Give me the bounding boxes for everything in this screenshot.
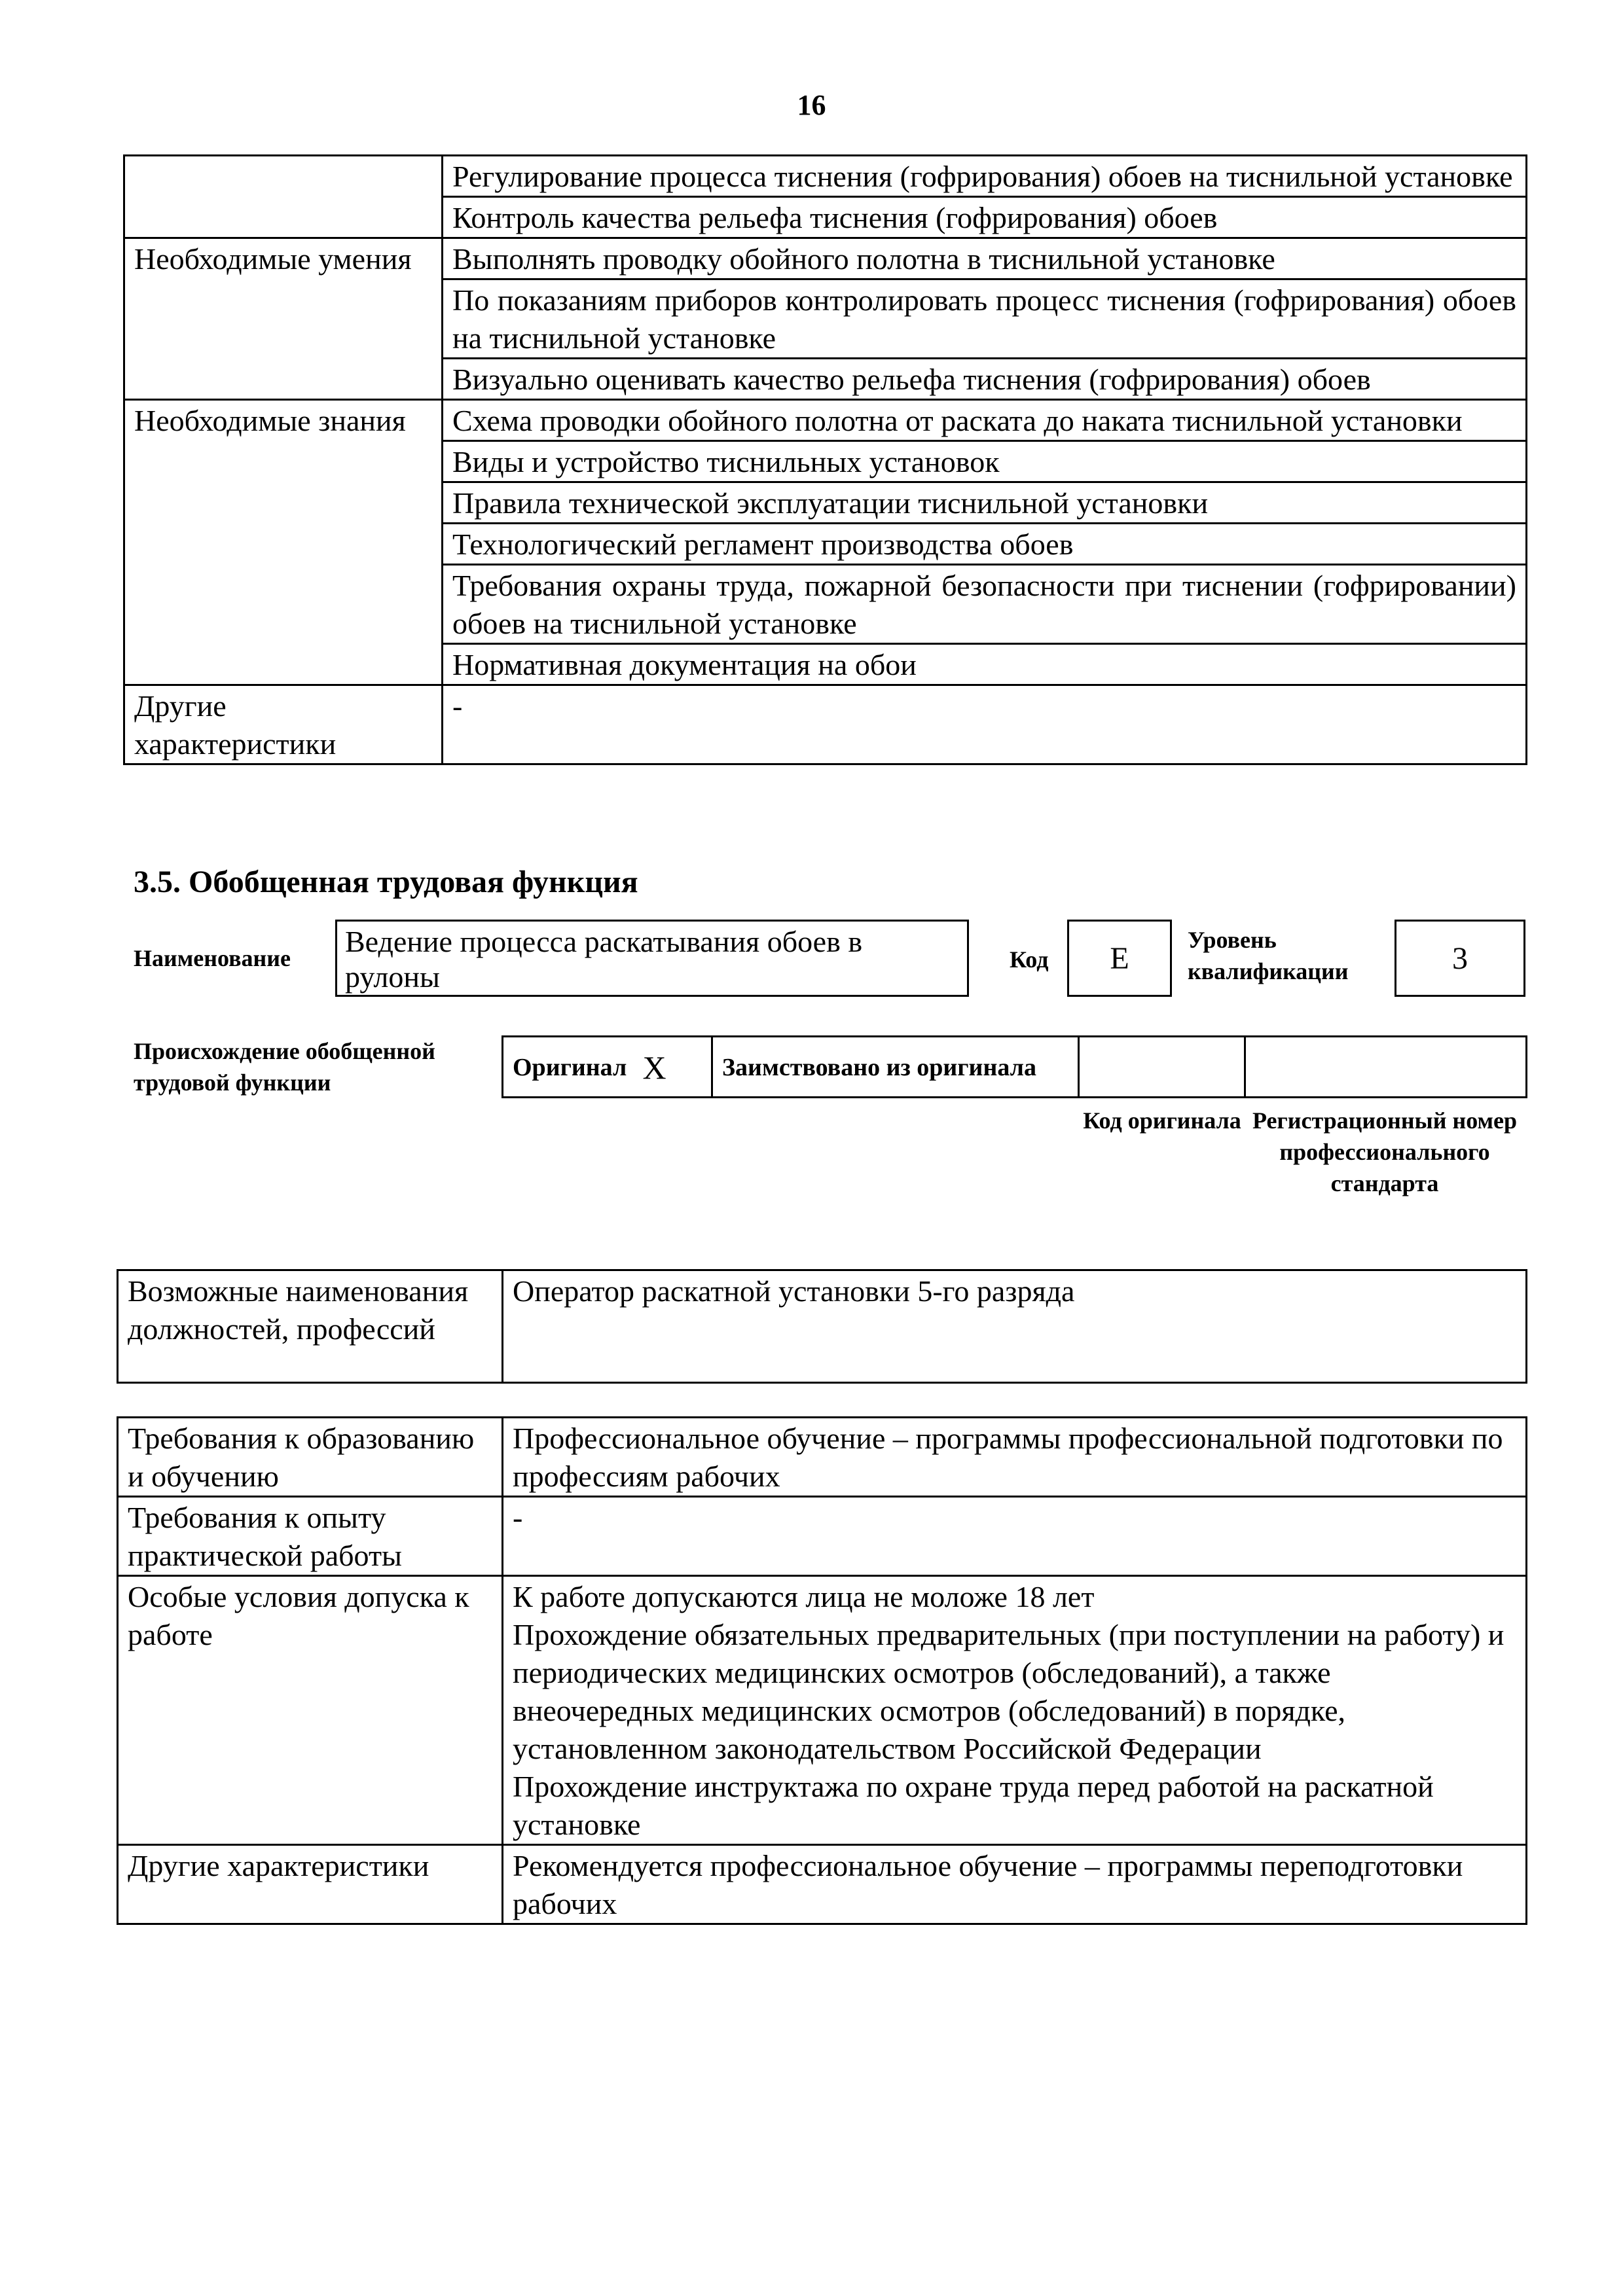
req-value-education: Профессиональное обучение – программы профессиональной подготовки по профессиям рабочих	[503, 1418, 1527, 1497]
table-cell: Нормативная документация на обои	[443, 644, 1527, 685]
original-mark: X	[634, 1037, 712, 1098]
section-title: 3.5. Обобщенная трудовая функция	[134, 865, 638, 899]
row-label	[124, 156, 443, 238]
name-label: Наименование	[134, 945, 291, 971]
positions-value: Оператор раскатной установки 5-го разряда	[503, 1270, 1527, 1383]
name-value: Ведение процесса раскатывания обоев в рулоны	[345, 925, 863, 994]
req-value-other: Рекомендуется профессиональное обучение – программы переподготовки рабочих	[503, 1845, 1527, 1924]
row-label-knowledge: Необходимые знания	[124, 400, 443, 685]
code-label: Код	[1010, 946, 1049, 973]
level-value: 3	[1452, 941, 1468, 976]
table-cell: Контроль качества рельефа тиснения (гофрирования) обоев	[443, 197, 1527, 238]
code-value-box	[1067, 920, 1172, 997]
table-row	[124, 156, 1527, 197]
table-row	[124, 238, 1527, 279]
table-cell: Схема проводки обойного полотна от раската до наката тиснильной установки	[443, 400, 1527, 441]
table-cell: Технологический регламент производства обоев	[443, 524, 1527, 565]
row-label-other: Другие характеристики	[124, 685, 443, 764]
reg-number-cell	[1245, 1037, 1527, 1098]
positions-label: Возможные наименования должностей, профессий	[118, 1270, 503, 1383]
table-cell: Виды и устройство тиснильных установок	[443, 441, 1527, 482]
code-original-cell	[1079, 1037, 1245, 1098]
level-label: Уровень квалификации	[1188, 927, 1349, 984]
original-label: Оригинал	[503, 1037, 634, 1098]
table-cell: Визуально оценивать качество рельефа тиснения (гофрирования) обоев	[443, 359, 1527, 400]
page-number: 16	[797, 89, 826, 121]
table-cell: По показаниям приборов контролировать процесс тиснения (гофрирования) обоев на тиснильной установке	[443, 279, 1527, 359]
reg-number-caption: Регистрационный номер профессионального стандарта	[1252, 1107, 1518, 1196]
table-row	[118, 1497, 1527, 1576]
table-row	[118, 1845, 1527, 1924]
table-cell: -	[443, 685, 1527, 764]
table-cell: Требования охраны труда, пожарной безопасности при тиснении (гофрировании) обоев на тиснильной установке	[443, 565, 1527, 644]
code-original-caption: Код оригинала	[1083, 1107, 1241, 1134]
code-value: Е	[1110, 941, 1129, 976]
labor-actions-table	[123, 154, 1527, 765]
origin-table	[501, 1035, 1527, 1098]
row-label-skills: Необходимые умения	[124, 238, 443, 400]
requirements-table	[117, 1416, 1527, 1925]
borrowed-label: Заимствовано из оригинала	[712, 1037, 1079, 1098]
req-label-other: Другие характеристики	[118, 1845, 503, 1924]
table-row	[118, 1418, 1527, 1497]
table-row	[503, 1037, 1527, 1098]
req-value-admission: К работе допускаются лица не моложе 18 лет Прохождение обязательных предварительных (при поступлении на работу) и периодических медицинских осмотров (обследований), а также внеочередных медицинских осмотров (обследований) в порядке, установленном законодательством Российской Федерации Прохождение инструктажа по охране труда перед работой на раскатной установке	[503, 1576, 1527, 1845]
origin-label: Происхождение обобщенной трудовой функции	[134, 1038, 435, 1096]
table-row	[124, 685, 1527, 764]
table-row	[118, 1270, 1527, 1383]
req-value-experience: -	[503, 1497, 1527, 1576]
table-cell: Правила технической эксплуатации тиснильной установки	[443, 482, 1527, 524]
table-row	[118, 1576, 1527, 1845]
req-label-admission: Особые условия допуска к работе	[118, 1576, 503, 1845]
table-cell: Регулирование процесса тиснения (гофрирования) обоев на тиснильной установке	[443, 156, 1527, 197]
req-label-education: Требования к образованию и обучению	[118, 1418, 503, 1497]
positions-table	[117, 1269, 1527, 1384]
table-row	[124, 400, 1527, 441]
table-cell: Выполнять проводку обойного полотна в тиснильной установке	[443, 238, 1527, 279]
name-value-box	[335, 920, 969, 997]
req-label-experience: Требования к опыту практической работы	[118, 1497, 503, 1576]
level-value-box	[1395, 920, 1525, 997]
